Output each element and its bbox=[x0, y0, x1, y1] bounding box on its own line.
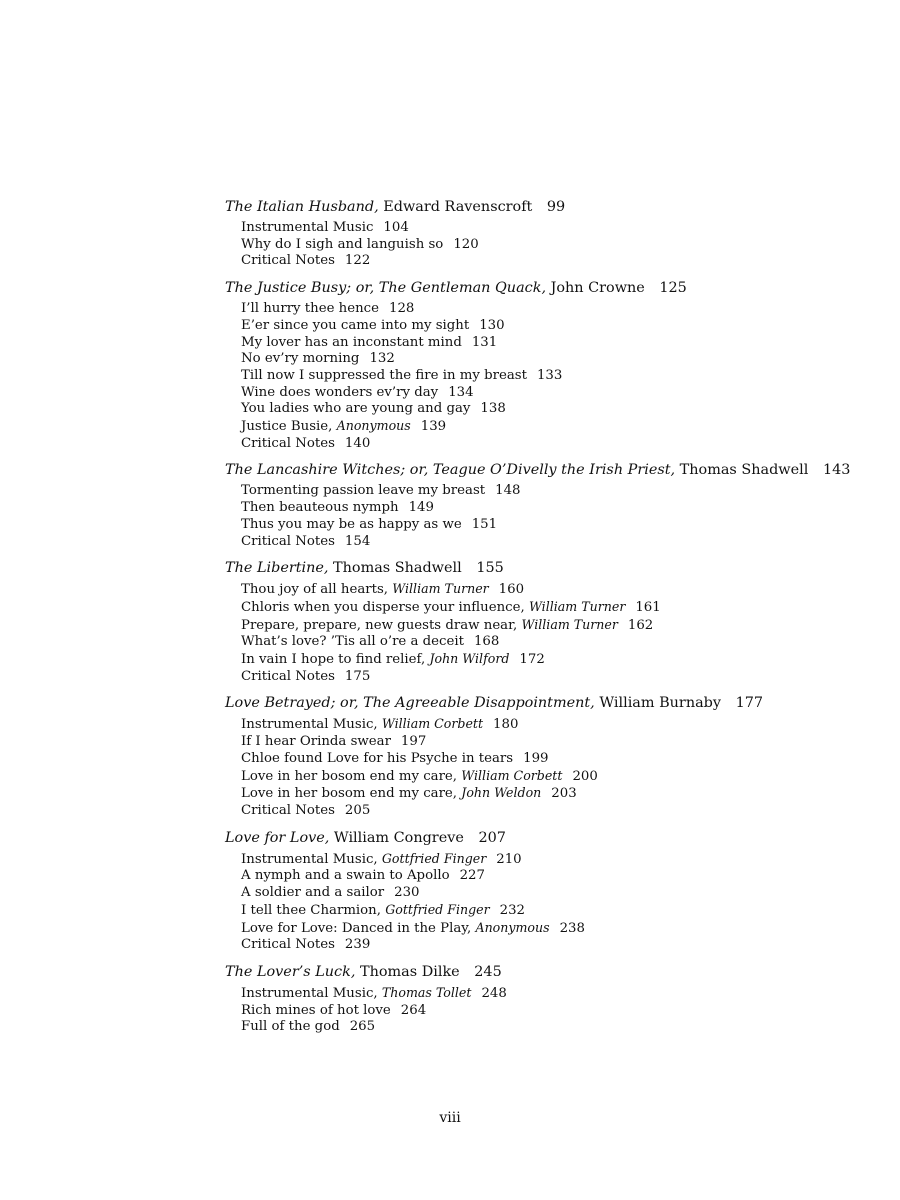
toc-entry bbox=[225, 460, 851, 550]
item-title: E’er since you came into my sight bbox=[241, 317, 470, 333]
list-item bbox=[241, 418, 785, 436]
page-folio: viii bbox=[439, 1110, 461, 1126]
play-title: The Justice Busy; or, The Gentleman Quack, bbox=[225, 280, 547, 297]
song-list bbox=[225, 220, 785, 270]
play-heading bbox=[225, 558, 785, 578]
composer: Gottfried Finger bbox=[381, 850, 487, 866]
page-number: 139 bbox=[420, 419, 447, 435]
composer: Gottfried Finger bbox=[385, 901, 490, 917]
item-title: Instrumental Music, bbox=[241, 717, 378, 733]
page-number: 232 bbox=[499, 902, 526, 918]
toc-entry bbox=[225, 693, 785, 819]
item-title: Love in her bosom end my care, bbox=[241, 768, 458, 784]
list-item bbox=[241, 734, 785, 751]
list-item bbox=[241, 581, 785, 599]
item-title: Chloe found Love for his Psyche in tears bbox=[241, 750, 514, 766]
toc-entry bbox=[225, 962, 785, 1036]
item-title: Instrumental Music bbox=[241, 220, 374, 235]
page-number: 239 bbox=[344, 937, 371, 953]
playwright: William Burnaby bbox=[599, 695, 722, 712]
page-number: 207 bbox=[478, 829, 506, 846]
page-number: 99 bbox=[546, 199, 566, 215]
item-title: Critical Notes bbox=[241, 253, 335, 269]
page-number: 265 bbox=[349, 1019, 376, 1035]
item-title: Critical Notes bbox=[241, 533, 335, 549]
list-item bbox=[241, 599, 785, 617]
play-heading bbox=[225, 460, 851, 480]
item-title: In vain I hope to find relief, bbox=[241, 652, 426, 668]
item-title: Love in her bosom end my care, bbox=[241, 786, 458, 802]
page-number: 199 bbox=[523, 750, 549, 766]
page-number: 227 bbox=[459, 868, 485, 884]
page-number: 148 bbox=[495, 483, 521, 499]
list-item bbox=[241, 368, 785, 385]
list-item bbox=[241, 401, 785, 418]
toc-entry bbox=[225, 278, 785, 452]
page-number: 238 bbox=[559, 920, 585, 936]
page-number: 197 bbox=[400, 734, 427, 750]
page-number: 140 bbox=[344, 435, 371, 451]
list-item bbox=[241, 651, 785, 669]
play-heading bbox=[225, 828, 785, 848]
list-item bbox=[241, 751, 785, 768]
composer: Anonymous bbox=[336, 418, 411, 434]
page-number: 161 bbox=[635, 599, 661, 615]
list-item bbox=[241, 335, 785, 352]
page-number: 134 bbox=[448, 384, 474, 400]
item-title: Instrumental Music, bbox=[241, 985, 378, 1001]
page-number: 125 bbox=[659, 280, 687, 297]
page-number: 120 bbox=[453, 236, 479, 252]
page-number: 154 bbox=[344, 533, 371, 549]
toc-entry bbox=[225, 197, 785, 270]
page-number: 122 bbox=[344, 253, 371, 269]
page-number: 177 bbox=[735, 695, 764, 712]
list-item bbox=[241, 220, 785, 237]
page-number: 104 bbox=[383, 220, 409, 235]
list-item bbox=[241, 716, 785, 734]
list-item bbox=[241, 1003, 785, 1020]
page-number: 245 bbox=[474, 963, 502, 980]
page-number: 133 bbox=[536, 367, 563, 383]
song-list bbox=[225, 985, 785, 1036]
item-title: Rich mines of hot love bbox=[241, 1002, 391, 1018]
page-number: 175 bbox=[344, 668, 371, 684]
page-number: 200 bbox=[572, 768, 598, 784]
item-title: Critical Notes bbox=[241, 435, 335, 451]
item-title: Then beauteous nymph bbox=[241, 500, 399, 516]
item-title: Justice Busie, bbox=[241, 419, 333, 435]
play-title: The Lancashire Witches; or, Teague O’Divelly the Irish Priest, bbox=[225, 462, 676, 479]
list-item bbox=[241, 301, 785, 318]
composer: William Turner bbox=[521, 616, 618, 632]
list-item bbox=[241, 985, 785, 1003]
item-title: Love for Love: Danced in the Play, bbox=[241, 920, 472, 936]
list-item bbox=[241, 868, 785, 885]
item-title: I tell thee Charmion, bbox=[241, 902, 381, 918]
item-title: If I hear Orinda swear bbox=[241, 734, 391, 750]
song-list bbox=[225, 301, 785, 452]
page-number: 132 bbox=[369, 351, 395, 367]
list-item bbox=[241, 1019, 785, 1036]
playwright: Thomas Dilke bbox=[360, 963, 460, 980]
list-item bbox=[241, 768, 785, 786]
list-item bbox=[241, 634, 785, 651]
composer: William Turner bbox=[528, 598, 626, 614]
play-title: Love Betrayed; or, The Agreeable Disappointment, bbox=[225, 695, 595, 712]
item-title: A soldier and a sailor bbox=[241, 885, 385, 901]
item-title: What’s love? ’Tis all o’re a deceit bbox=[241, 634, 464, 650]
play-title: The Italian Husband, bbox=[225, 199, 379, 215]
item-title: Instrumental Music, bbox=[241, 851, 378, 867]
list-item bbox=[241, 436, 785, 453]
list-item bbox=[241, 517, 785, 534]
page-number: 149 bbox=[408, 500, 434, 516]
play-heading bbox=[225, 693, 785, 713]
page-number: 172 bbox=[519, 652, 545, 668]
list-item bbox=[241, 785, 785, 803]
page-number: 205 bbox=[344, 802, 371, 818]
page-number: 264 bbox=[400, 1002, 427, 1018]
toc-entry bbox=[225, 828, 785, 954]
item-title: Thou joy of all hearts, bbox=[241, 582, 389, 598]
composer: John Weldon bbox=[461, 785, 542, 801]
list-item bbox=[241, 385, 785, 402]
item-title: Critical Notes bbox=[241, 802, 335, 818]
page-number: 143 bbox=[822, 462, 851, 479]
list-item bbox=[241, 534, 785, 551]
playwright: Edward Ravenscroft bbox=[383, 199, 533, 215]
list-item bbox=[241, 902, 785, 920]
list-item bbox=[241, 351, 785, 368]
song-list bbox=[225, 483, 785, 550]
composer: William Turner bbox=[392, 581, 489, 597]
page-number: 168 bbox=[473, 634, 500, 650]
playwright: Thomas Shadwell bbox=[679, 462, 809, 479]
composer: Thomas Tollet bbox=[381, 984, 472, 1000]
item-title: No ev’ry morning bbox=[241, 351, 360, 367]
page-number: 230 bbox=[394, 885, 420, 901]
list-item bbox=[241, 937, 785, 954]
item-title: Full of the god bbox=[241, 1019, 340, 1035]
item-title: Chloris when you disperse your influence, bbox=[241, 599, 525, 615]
play-heading bbox=[225, 197, 785, 217]
song-list bbox=[225, 851, 785, 954]
page-number: 210 bbox=[496, 851, 522, 867]
item-title: Why do I sigh and languish so bbox=[241, 236, 444, 252]
page-number: 203 bbox=[551, 786, 577, 802]
song-list bbox=[225, 581, 785, 685]
playwright: John Crowne bbox=[550, 280, 645, 297]
composer: Anonymous bbox=[475, 919, 550, 935]
page-number: 130 bbox=[479, 317, 505, 333]
list-item bbox=[241, 500, 785, 517]
table-of-contents bbox=[225, 197, 851, 1036]
page-number: 138 bbox=[480, 401, 506, 417]
item-title: Thus you may be as happy as we bbox=[241, 516, 462, 532]
song-list bbox=[225, 716, 785, 819]
playwright: Thomas Shadwell bbox=[333, 560, 462, 577]
list-item bbox=[241, 617, 785, 635]
page-number: 180 bbox=[493, 717, 519, 733]
list-item bbox=[241, 253, 785, 270]
list-item bbox=[241, 483, 785, 500]
item-title: You ladies who are young and gay bbox=[241, 401, 471, 417]
item-title: Critical Notes bbox=[241, 668, 335, 684]
playwright: William Congreve bbox=[333, 829, 464, 846]
item-title: Till now I suppressed the fire in my breast bbox=[241, 367, 527, 383]
list-item bbox=[241, 669, 785, 686]
list-item bbox=[241, 920, 785, 938]
list-item bbox=[241, 885, 785, 902]
page-number: 162 bbox=[627, 617, 654, 633]
item-title: Wine does wonders ev’ry day bbox=[241, 384, 439, 400]
play-title: The Lover’s Luck, bbox=[225, 963, 356, 980]
composer: William Corbett bbox=[461, 767, 563, 783]
play-heading bbox=[225, 278, 785, 298]
play-title: Love for Love, bbox=[225, 829, 330, 846]
list-item bbox=[241, 237, 785, 254]
page-number: 131 bbox=[471, 334, 498, 350]
item-title: A nymph and a swain to Apollo bbox=[241, 868, 450, 884]
item-title: I’ll hurry thee hence bbox=[241, 301, 379, 317]
toc-entry bbox=[225, 558, 785, 685]
play-heading bbox=[225, 962, 785, 982]
page-number: 248 bbox=[481, 985, 507, 1001]
play-title: The Libertine, bbox=[225, 560, 329, 577]
composer: William Corbett bbox=[381, 716, 484, 732]
composer: John Wilford bbox=[429, 651, 510, 667]
list-item bbox=[241, 318, 785, 335]
list-item bbox=[241, 803, 785, 820]
page-number: 160 bbox=[498, 582, 525, 598]
item-title: My lover has an inconstant mind bbox=[241, 334, 462, 350]
item-title: Tormenting passion leave my breast bbox=[241, 483, 486, 499]
page-number: 151 bbox=[471, 516, 498, 532]
list-item bbox=[241, 851, 785, 869]
item-title: Critical Notes bbox=[241, 937, 335, 953]
item-title: Prepare, prepare, new guests draw near, bbox=[241, 617, 518, 633]
page-number: 155 bbox=[476, 560, 504, 577]
page-number: 128 bbox=[388, 301, 415, 317]
